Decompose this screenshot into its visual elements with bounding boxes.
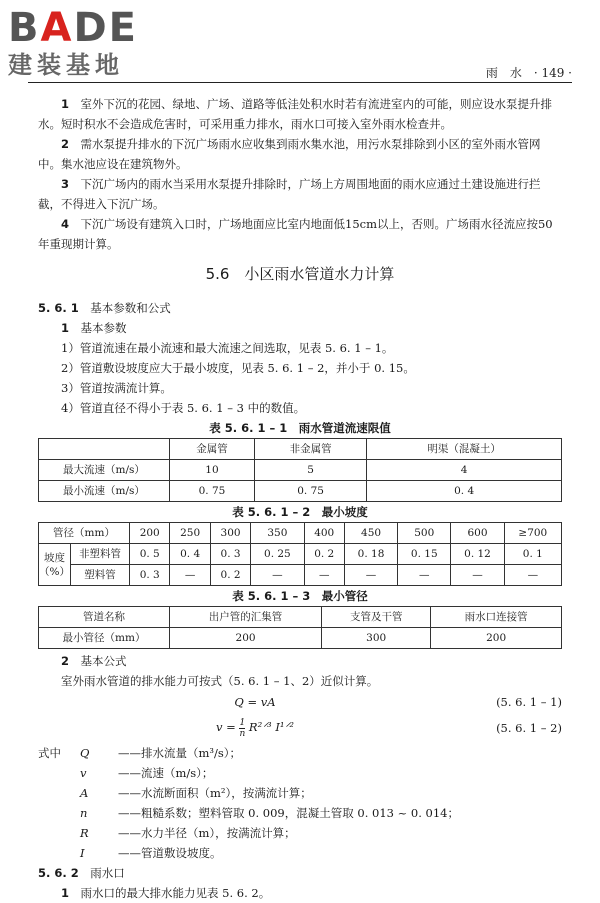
equation-1-body: Q = vA bbox=[234, 695, 276, 709]
table-cell: 最大流速（m/s） bbox=[39, 460, 170, 481]
table-cell: 塑料管 bbox=[70, 565, 129, 586]
paragraph-1: 1 室外下沉的花园、绿地、广场、道路等低洼处积水时若有流进室内的可能，则应设水泵提升排水。短时积水不会造成危害时，可采用重力排水，雨水口可接入室外雨水检查井。 bbox=[38, 97, 553, 131]
table-cell: 500 bbox=[398, 523, 451, 544]
equation-1 bbox=[38, 691, 562, 713]
table-1-caption: 表 5. 6. 1 – 1 雨水管道流速限值 bbox=[209, 421, 391, 435]
symbol-definitions bbox=[38, 743, 562, 863]
table-cell bbox=[39, 439, 170, 460]
table-cell: 非金属管 bbox=[254, 439, 366, 460]
definition-row: A ——水流断面积（m²），按满流计算； bbox=[80, 786, 312, 800]
equation-2-body bbox=[38, 717, 472, 739]
table-cell: 0. 3 bbox=[130, 565, 170, 586]
equation-2-rhs: R²ᐟ³ I¹ᐟ² bbox=[248, 720, 294, 735]
table-cell: 0. 4 bbox=[170, 544, 210, 565]
table-cell: ≥700 bbox=[504, 523, 561, 544]
equation-2-lhs: v = bbox=[216, 720, 236, 735]
table-cell: 0. 4 bbox=[367, 481, 562, 502]
definition-row: I ——管道敷设坡度。 bbox=[80, 846, 222, 860]
table-cell: — bbox=[170, 565, 210, 586]
definition-row: 式中 Q ——排水流量（m³/s）； bbox=[38, 746, 242, 760]
table-cell: — bbox=[251, 565, 304, 586]
table-cell: 非塑料管 bbox=[70, 544, 129, 565]
brand-logo bbox=[8, 6, 173, 80]
table-min-diameter bbox=[38, 606, 562, 649]
table-cell: 管径（mm） bbox=[39, 523, 130, 544]
table-cell: 明渠（混凝土） bbox=[367, 439, 562, 460]
formula-intro: 室外雨水管道的排水能力可按式（5. 6. 1 – 1、2）近似计算。 bbox=[61, 674, 379, 688]
subsection-5-6-2: 5. 6. 2 雨水口 bbox=[38, 866, 125, 880]
table-cell: 0. 75 bbox=[254, 481, 366, 502]
table-cell: 0. 2 bbox=[210, 565, 250, 586]
table-cell: 0. 25 bbox=[251, 544, 304, 565]
subsection-5-6-1: 5. 6. 1 基本参数和公式 bbox=[38, 301, 171, 315]
param-item: 3）管道按满流计算。 bbox=[61, 381, 172, 395]
table-cell: 350 bbox=[251, 523, 304, 544]
paragraph-2: 2 需水泵提升排水的下沉广场雨水应收集到雨水集水池，用污水泵排除到小区的室外雨水管网中。集水池应设在建筑物外。 bbox=[38, 137, 541, 171]
table-cell: 200 bbox=[431, 628, 562, 649]
table-cell: — bbox=[451, 565, 504, 586]
table-cell: 4 bbox=[367, 460, 562, 481]
table-3-caption: 表 5. 6. 1 – 3 最小管径 bbox=[232, 589, 368, 603]
table-cell: 5 bbox=[254, 460, 366, 481]
paragraph-3: 3 下沉广场内的雨水当采用水泵提升排除时，广场上方周围地面的雨水应通过土建设施进行拦截，不得进入下沉广场。 bbox=[38, 177, 541, 211]
table-cell: 支管及干管 bbox=[322, 607, 431, 628]
logo-wordmark: BADE bbox=[8, 5, 138, 51]
definition-row: n ——粗糙系数；塑料管取 0. 009，混凝土管取 0. 013 ~ 0. 014； bbox=[80, 806, 459, 820]
equation-2-number: (5. 6. 1 – 2) bbox=[496, 721, 562, 735]
table-cell: 0. 12 bbox=[451, 544, 504, 565]
param-item: 1）管道流速在最小流速和最大流速之间选取，见表 5. 6. 1 – 1。 bbox=[61, 341, 394, 355]
table-flow-velocity bbox=[38, 438, 562, 502]
table-cell: 最小管径（mm） bbox=[39, 628, 170, 649]
table-2-caption: 表 5. 6. 1 – 2 最小坡度 bbox=[232, 505, 368, 519]
table-cell: 300 bbox=[210, 523, 250, 544]
table-cell: 0. 1 bbox=[504, 544, 561, 565]
running-head: 雨 水 · 149 · bbox=[485, 66, 572, 80]
param-item: 4）管道直径不得小于表 5. 6. 1 – 3 中的数值。 bbox=[61, 401, 306, 415]
definition-row: R ——水力半径（m），按满流计算； bbox=[80, 826, 296, 840]
table-cell: — bbox=[304, 565, 344, 586]
table-cell: 0. 5 bbox=[130, 544, 170, 565]
equation-1-number: (5. 6. 1 – 1) bbox=[496, 695, 562, 709]
table-cell: 250 bbox=[170, 523, 210, 544]
table-cell: 0. 75 bbox=[170, 481, 255, 502]
logo-subtitle: 建装基地 bbox=[8, 51, 124, 79]
page-body bbox=[38, 94, 562, 903]
equation-2-fraction: $\frac{1}{n}$ bbox=[239, 717, 246, 739]
table-cell: 最小流速（m/s） bbox=[39, 481, 170, 502]
params-heading: 1 基本参数 bbox=[61, 321, 127, 335]
table-cell: 600 bbox=[451, 523, 504, 544]
table-cell: 200 bbox=[170, 628, 322, 649]
table-cell: 金属管 bbox=[170, 439, 255, 460]
table-cell: — bbox=[504, 565, 561, 586]
section-title: 5.6 小区雨水管道水力计算 bbox=[205, 265, 395, 283]
paragraph-4: 4 下沉广场设有建筑入口时，广场地面应比室内地面低15cm以上，否则。广场雨水径流应按50年重现期计算。 bbox=[38, 217, 553, 251]
table-cell: 10 bbox=[170, 460, 255, 481]
table-cell: 400 bbox=[304, 523, 344, 544]
table-cell: 管道名称 bbox=[39, 607, 170, 628]
equation-2 bbox=[38, 713, 562, 743]
table-cell: 300 bbox=[322, 628, 431, 649]
formula-heading: 2 基本公式 bbox=[61, 654, 127, 668]
table-cell: 200 bbox=[130, 523, 170, 544]
table-cell: 0. 18 bbox=[344, 544, 397, 565]
table-cell: 0. 15 bbox=[398, 544, 451, 565]
table-cell: 雨水口连接管 bbox=[431, 607, 562, 628]
definition-row: v ——流速（m/s）； bbox=[80, 766, 214, 780]
table-cell: 出户管的汇集管 bbox=[170, 607, 322, 628]
header-rule bbox=[28, 82, 572, 83]
table-cell: — bbox=[398, 565, 451, 586]
table-cell: 坡度（%） bbox=[39, 544, 71, 586]
table-cell: 0. 2 bbox=[304, 544, 344, 565]
table-cell: 450 bbox=[344, 523, 397, 544]
table-min-slope bbox=[38, 522, 562, 586]
final-paragraph: 1 雨水口的最大排水能力见表 5. 6. 2。 bbox=[61, 886, 271, 900]
param-item: 2）管道敷设坡度应大于最小坡度，见表 5. 6. 1 – 2，并小于 0. 15。 bbox=[61, 361, 415, 375]
table-cell: 0. 3 bbox=[210, 544, 250, 565]
table-cell: — bbox=[344, 565, 397, 586]
